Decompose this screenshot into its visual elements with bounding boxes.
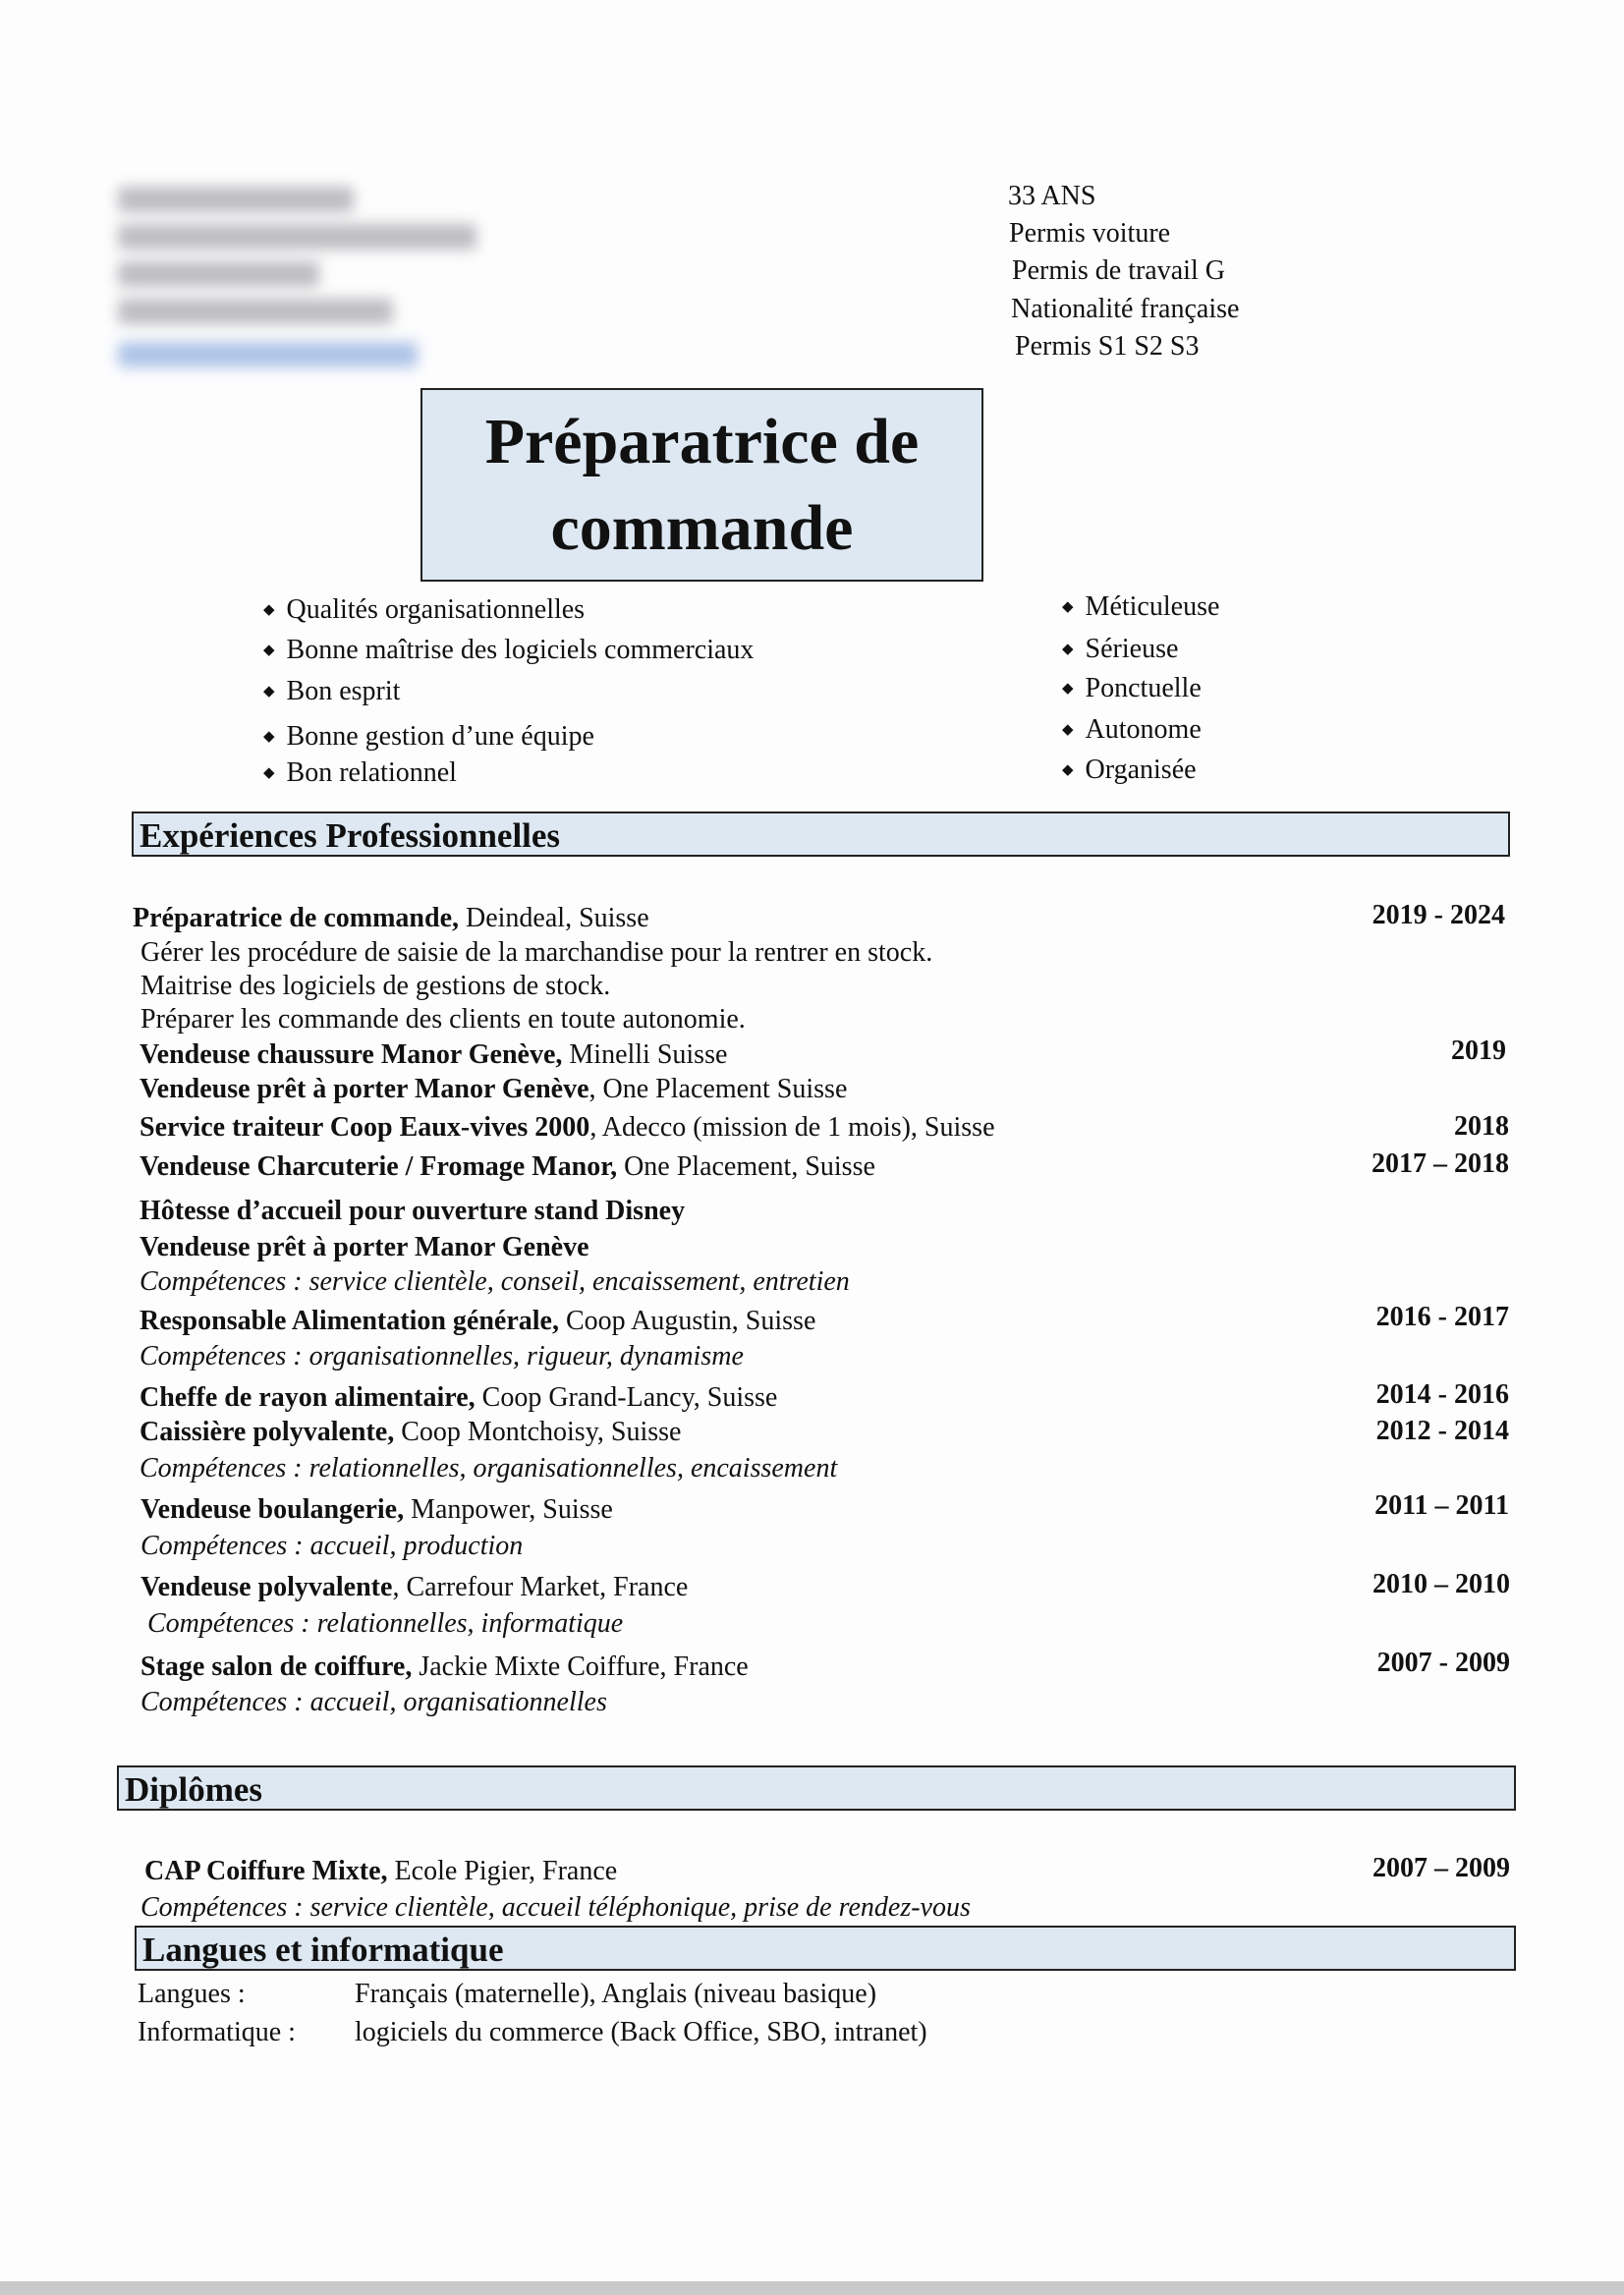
info-permits: Permis S1 S2 S3	[1015, 331, 1200, 362]
diploma-skills: Compétences : service clientèle, accueil téléphonique, prise de rendez-vous	[140, 1892, 971, 1923]
job-date: 2007 - 2009	[1376, 1648, 1510, 1678]
it-label: Informatique :	[138, 2017, 296, 2047]
job-employer: , One Placement Suisse	[588, 1074, 848, 1104]
job-skills: Compétences : relationnelles, informatique	[147, 1608, 624, 1639]
quality-item: ◆ Bon esprit	[263, 676, 400, 711]
section-title: Expériences Professionnelles	[140, 816, 561, 855]
info-work-permit: Permis de travail G	[1012, 255, 1225, 286]
job-role: Responsable Alimentation générale,	[140, 1306, 559, 1336]
job-role: Vendeuse Charcuterie / Fromage Manor,	[140, 1151, 618, 1182]
job-date: 2011 – 2011	[1374, 1490, 1509, 1521]
job-date: 2016 - 2017	[1375, 1302, 1509, 1332]
experience-entry	[140, 1382, 777, 1414]
experience-entry	[140, 1651, 749, 1683]
job-skills: Compétences : relationnelles, organisationnelles, encaissement	[140, 1453, 838, 1483]
job-role: Stage salon de coiffure,	[140, 1651, 413, 1682]
experience-entry	[140, 1417, 681, 1448]
job-description: Préparer les commande des clients en toute autonomie.	[140, 1004, 746, 1035]
languages-label: Langues :	[138, 1979, 246, 2009]
quality-item: ◆ Bonne maîtrise des logiciels commerciaux	[263, 635, 754, 670]
info-driving-license: Permis voiture	[1009, 218, 1171, 249]
section-header-languages	[135, 1926, 1516, 1971]
job-skills: Compétences : service clientèle, conseil, encaissement, entretien	[140, 1266, 850, 1297]
job-employer: Coop Montchoisy, Suisse	[394, 1417, 682, 1447]
diploma-date: 2007 – 2009	[1372, 1853, 1510, 1883]
job-date: 2014 - 2016	[1375, 1379, 1509, 1410]
job-skills: Compétences : accueil, production	[140, 1531, 524, 1561]
job-employer: Manpower, Suisse	[404, 1494, 613, 1525]
section-header-diplomas	[117, 1765, 1516, 1811]
experience-entry	[140, 1112, 995, 1144]
job-employer: , Adecco (mission de 1 mois), Suisse	[589, 1112, 995, 1143]
info-age: 33 ANS	[1008, 181, 1096, 211]
trait-item: ◆ Autonome	[1062, 714, 1202, 750]
trait-item: ◆ Ponctuelle	[1062, 673, 1202, 708]
experience-entry	[140, 1306, 815, 1337]
job-role: Vendeuse prêt à porter Manor Genève	[140, 1074, 589, 1104]
trait-item: ◆ Méticuleuse	[1062, 591, 1219, 627]
job-date: 2017 – 2018	[1372, 1148, 1509, 1179]
trait-item: ◆ Sérieuse	[1062, 634, 1178, 669]
section-header-experience	[132, 812, 1510, 857]
job-date: 2019 - 2024	[1372, 900, 1505, 930]
job-role: Vendeuse polyvalente	[140, 1572, 393, 1602]
job-description: Maitrise des logiciels de gestions de stock.	[140, 971, 611, 1001]
job-date: 2012 - 2014	[1375, 1416, 1509, 1446]
languages-value: Français (maternelle), Anglais (niveau basique)	[355, 1979, 877, 2009]
job-employer: Coop Augustin, Suisse	[559, 1306, 816, 1336]
job-role: Service traiteur Coop Eaux-vives 2000	[140, 1112, 590, 1143]
experience-entry	[140, 1039, 727, 1071]
job-employer: Coop Grand-Lancy, Suisse	[475, 1382, 778, 1413]
page-bottom-edge	[0, 2281, 1624, 2295]
experience-entry	[140, 1232, 589, 1263]
job-description: Gérer les procédure de saisie de la marchandise pour la rentrer en stock.	[140, 937, 933, 968]
job-title-box	[420, 388, 983, 582]
quality-item: ◆ Bonne gestion d’une équipe	[263, 721, 594, 756]
job-role: Vendeuse boulangerie,	[140, 1494, 405, 1525]
section-title: Diplômes	[125, 1770, 262, 1809]
job-employer: , Carrefour Market, France	[392, 1572, 689, 1602]
diploma-school: Ecole Pigier, France	[387, 1856, 618, 1886]
job-employer: Deindeal, Suisse	[459, 903, 649, 933]
job-title: Préparatrice de commande	[484, 405, 920, 564]
job-role: Préparatrice de commande,	[133, 903, 459, 933]
job-employer: Jackie Mixte Coiffure, France	[412, 1651, 749, 1682]
diploma-name: CAP Coiffure Mixte,	[144, 1856, 388, 1886]
experience-entry	[133, 903, 649, 934]
job-skills: Compétences : accueil, organisationnelles	[140, 1687, 607, 1717]
diploma-entry	[144, 1856, 617, 1887]
quality-item: ◆ Qualités organisationnelles	[263, 594, 585, 630]
job-role: Cheffe de rayon alimentaire,	[140, 1382, 476, 1413]
job-employer: One Placement, Suisse	[617, 1151, 875, 1182]
job-date: 2019	[1451, 1036, 1506, 1066]
experience-entry	[140, 1151, 875, 1183]
experience-entry	[140, 1074, 847, 1105]
experience-entry	[140, 1494, 613, 1526]
it-value: logiciels du commerce (Back Office, SBO, intranet)	[355, 2017, 927, 2047]
job-role: Vendeuse prêt à porter Manor Genève	[140, 1232, 589, 1262]
experience-entry	[140, 1572, 688, 1603]
job-skills: Compétences : organisationnelles, rigueur, dynamisme	[140, 1341, 744, 1371]
job-date: 2018	[1454, 1111, 1509, 1142]
job-employer: Minelli Suisse	[562, 1039, 728, 1070]
job-date: 2010 – 2010	[1372, 1569, 1510, 1599]
info-nationality: Nationalité française	[1011, 294, 1240, 324]
trait-item: ◆ Organisée	[1062, 755, 1197, 790]
job-role: Vendeuse chaussure Manor Genève,	[140, 1039, 563, 1070]
quality-item: ◆ Bon relationnel	[263, 757, 457, 793]
job-role: Hôtesse d’accueil pour ouverture stand Disney	[140, 1196, 686, 1226]
section-title: Langues et informatique	[142, 1931, 504, 1969]
experience-entry	[140, 1196, 685, 1227]
job-role: Caissière polyvalente,	[140, 1417, 395, 1447]
